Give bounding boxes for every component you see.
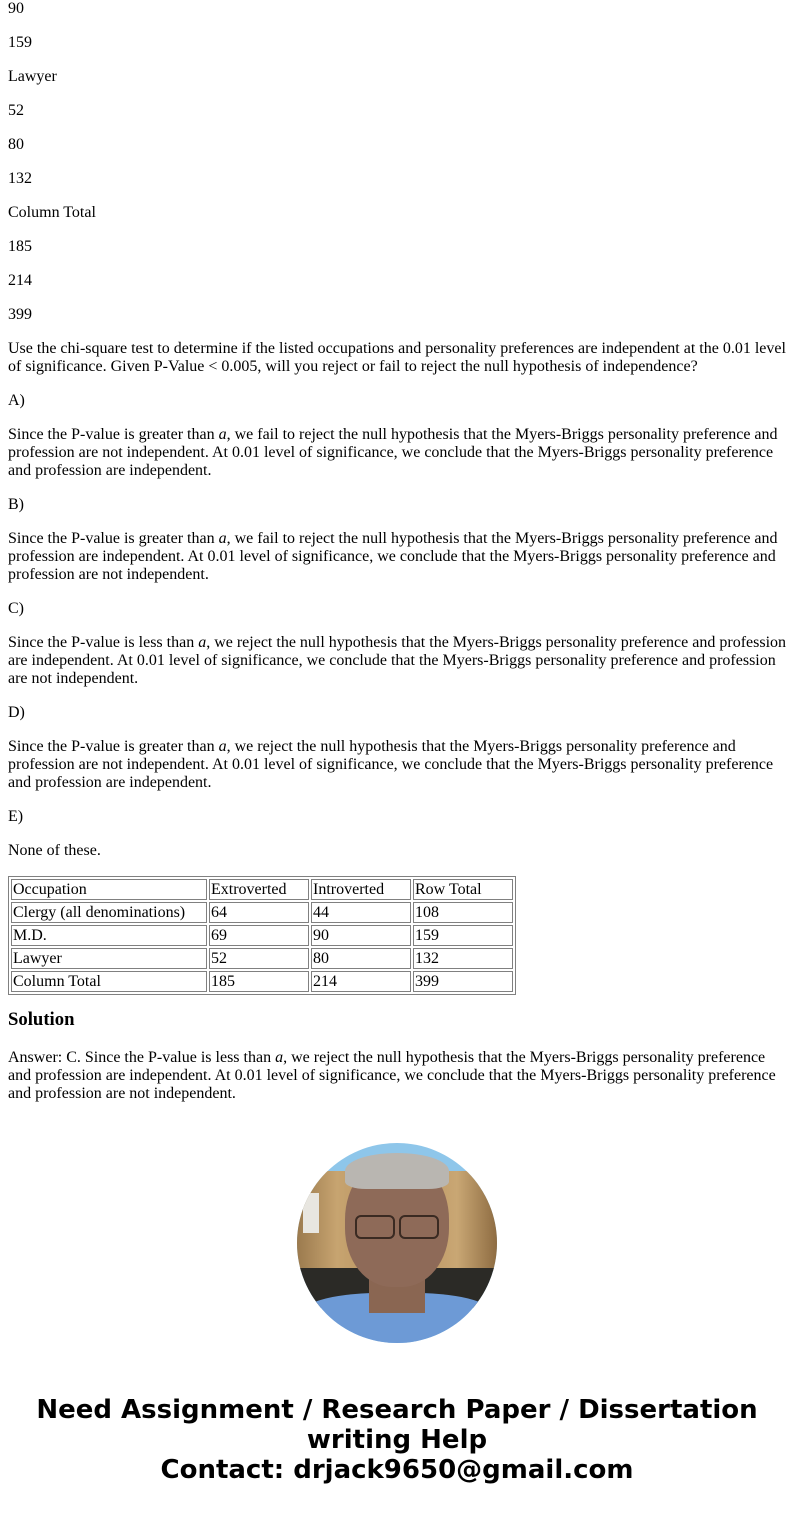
- table-cell: Clergy (all denominations): [11, 902, 207, 923]
- table-header-row: [11, 879, 513, 900]
- solution-heading: Solution: [8, 1009, 75, 1030]
- option-text-part: , we reject the null hypothesis that the Myers-Briggs personality preference and profession are independent. At 0.01 level of significance, we conclude that the Myers-Briggs personality preference and profession are not independent.: [8, 634, 787, 687]
- option-b-label: B): [8, 496, 24, 513]
- option-text-part: Since the P-value is greater than: [8, 426, 219, 443]
- alpha-symbol: a: [198, 634, 207, 651]
- text-line: Column Total: [8, 204, 96, 221]
- table-cell: Column Total: [11, 971, 207, 992]
- option-text-part: Since the P-value is greater than: [8, 530, 219, 547]
- option-text-part: , we reject the null hypothesis that the Myers-Briggs personality preference and profession are not independent. At 0.01 level of significance, we conclude that the Myers-Briggs personality preference and profession are independent.: [8, 738, 774, 791]
- avatar-hair: [345, 1153, 449, 1189]
- table-header-cell: Row Total: [413, 879, 513, 900]
- text-line: 132: [8, 170, 32, 187]
- alpha-symbol: a: [218, 530, 227, 547]
- alpha-symbol: a: [218, 426, 227, 443]
- avatar-background-switch: [303, 1193, 319, 1233]
- option-d-label: D): [8, 704, 25, 721]
- option-text-part: , we fail to reject the null hypothesis that the Myers-Briggs personality preference and profession are not independent. At 0.01 level of significance, we conclude that the Myers-Briggs personality preference and profession are independent.: [8, 426, 778, 479]
- table-cell: 214: [311, 971, 411, 992]
- text-line: 159: [8, 34, 32, 51]
- table-cell: Lawyer: [11, 948, 207, 969]
- text-line: 399: [8, 306, 32, 323]
- option-d-text: [8, 738, 786, 792]
- table-header-cell: Occupation: [11, 879, 207, 900]
- option-a-text: [8, 426, 786, 480]
- solution-text-part: , we reject the null hypothesis that the Myers-Briggs personality preference and profession are independent. At 0.01 level of significance, we conclude that the Myers-Briggs personality preference and profession are not independent.: [8, 1049, 776, 1102]
- option-text-part: Since the P-value is less than: [8, 634, 199, 651]
- table-cell: 399: [413, 971, 513, 992]
- table-row: [11, 971, 513, 992]
- table-row: [11, 925, 513, 946]
- text-line: 90: [8, 0, 24, 17]
- table-cell: 159: [413, 925, 513, 946]
- option-c-label: C): [8, 600, 24, 617]
- alpha-symbol: a: [275, 1049, 284, 1066]
- flattened-table-text: [8, 0, 786, 324]
- solution-text: [8, 1049, 786, 1103]
- promo-banner: [0, 1395, 794, 1513]
- promo-line-2: writing Help: [306, 1425, 488, 1455]
- table-header-cell: Extroverted: [209, 879, 309, 900]
- text-line: 80: [8, 136, 24, 153]
- text-line: Lawyer: [8, 68, 57, 85]
- option-e-label: E): [8, 808, 24, 825]
- table-cell: 52: [209, 948, 309, 969]
- table-cell: 44: [311, 902, 411, 923]
- table-header-cell: Introverted: [311, 879, 411, 900]
- option-text-part: Since the P-value is greater than: [8, 738, 219, 755]
- option-e-text: None of these.: [8, 842, 101, 859]
- text-line: 214: [8, 272, 32, 289]
- option-c-text: [8, 634, 786, 688]
- table-cell: 185: [209, 971, 309, 992]
- table-cell: 69: [209, 925, 309, 946]
- solution-text-part: Answer: C. Since the P-value is less than: [8, 1049, 276, 1066]
- promo-contact-line: Contact: drjack9650@gmail.com: [160, 1455, 634, 1485]
- table-row: [11, 902, 513, 923]
- table-cell: 64: [209, 902, 309, 923]
- text-line: 185: [8, 238, 32, 255]
- contingency-table: [8, 876, 516, 995]
- table-cell: 108: [413, 902, 513, 923]
- table-cell: 132: [413, 948, 513, 969]
- table-cell: 80: [311, 948, 411, 969]
- avatar-glasses-left: [355, 1215, 395, 1239]
- question-text: Use the chi-square test to determine if the listed occupations and personality preferences are independent at the 0.01 level of significance. Given P-Value < 0.005, will you reject or fail to reject the null hypothesis of independence?: [8, 340, 786, 375]
- table-cell: M.D.: [11, 925, 207, 946]
- text-line: 52: [8, 102, 24, 119]
- promo-line-1: Need Assignment / Research Paper / Dissertation: [36, 1395, 758, 1425]
- option-b-text: [8, 530, 786, 584]
- alpha-symbol: a: [218, 738, 227, 755]
- table-cell: 90: [311, 925, 411, 946]
- avatar-container: [0, 1143, 794, 1343]
- avatar-glasses-right: [399, 1215, 439, 1239]
- option-a-label: A): [8, 392, 25, 409]
- option-text-part: , we fail to reject the null hypothesis that the Myers-Briggs personality preference and profession are independent. At 0.01 level of significance, we conclude that the Myers-Briggs personality preference and profession are not independent.: [8, 530, 778, 583]
- author-avatar-photo: [297, 1143, 497, 1343]
- table-row: [11, 948, 513, 969]
